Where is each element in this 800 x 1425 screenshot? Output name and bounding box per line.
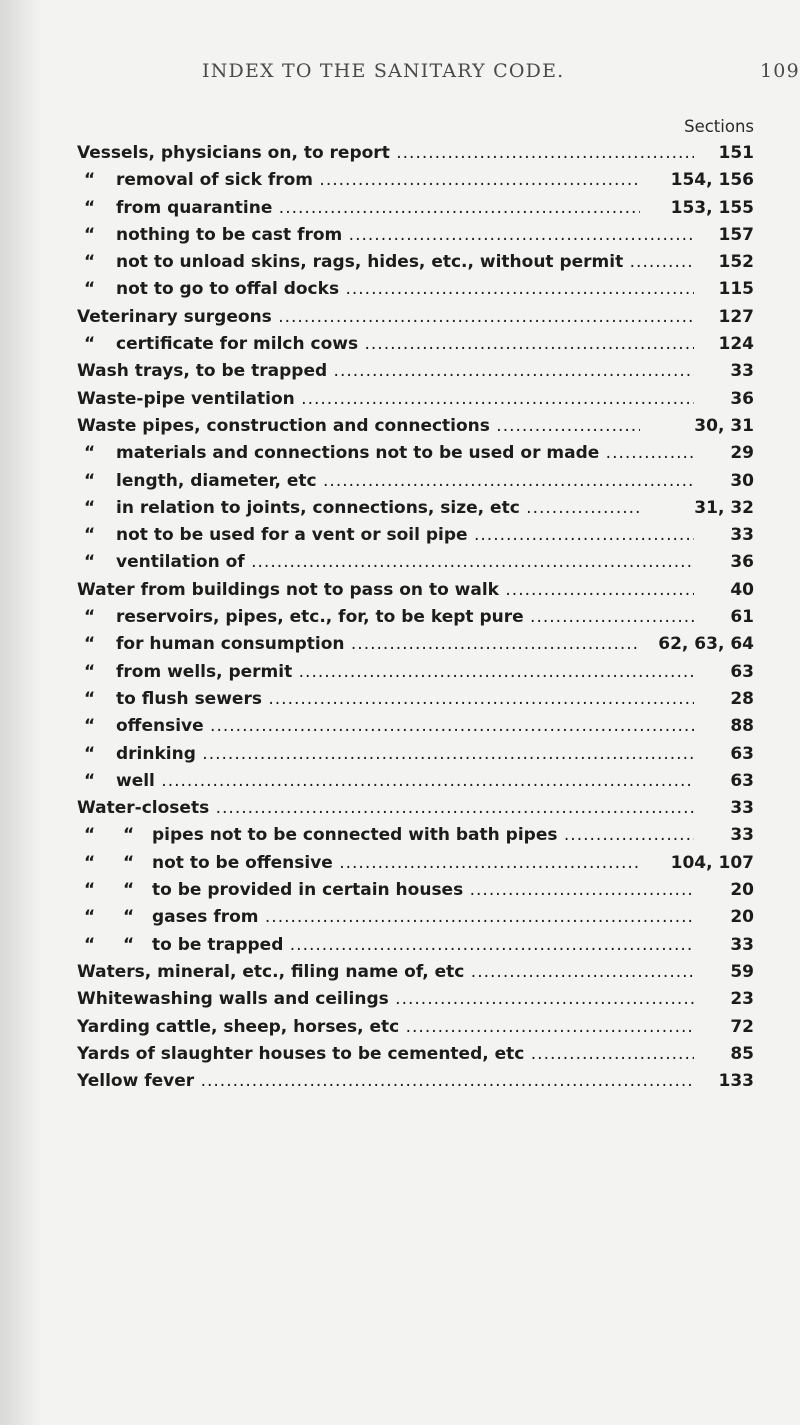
index-entry	[0, 440, 800, 467]
entry-text: reservoirs, pipes, etc., for, to be kept pure .....	[116, 604, 734, 631]
ditto-mark: “	[84, 334, 96, 355]
ditto-mark: “	[84, 470, 96, 491]
entry-text: Yards of slaughter houses to be cemented, etc .....	[77, 1041, 734, 1068]
entry-text: for human consumption .....	[116, 631, 734, 658]
ditto-mark: “	[84, 825, 96, 846]
section-reference: 88	[694, 713, 754, 740]
ditto-mark: “	[84, 880, 96, 901]
index-entry	[0, 140, 800, 167]
section-reference: 20	[694, 904, 754, 931]
entry-text: Vessels, physicians on, to report .....	[77, 140, 734, 167]
entry-text: Waters, mineral, etc., filing name of, etc .....	[77, 959, 734, 986]
entry-text: not to unload skins, rags, hides, etc., without permit .....	[116, 249, 734, 276]
section-reference: 28	[694, 686, 754, 713]
ditto-mark: “	[84, 607, 96, 628]
entry-text: ventilation of .....	[116, 549, 734, 576]
section-reference: 115	[694, 276, 754, 303]
entry-text: not to be offensive .....	[152, 850, 734, 877]
index-entry	[0, 713, 800, 740]
entry-text: Yellow fever .....	[77, 1068, 734, 1095]
entry-text: to flush sewers .....	[116, 686, 734, 713]
section-reference: 29	[694, 440, 754, 467]
entry-text: from wells, permit .....	[116, 659, 734, 686]
index-entry	[0, 522, 800, 549]
section-reference: 30	[694, 468, 754, 495]
index-entry	[0, 276, 800, 303]
section-reference: 127	[694, 304, 754, 331]
ditto-mark: “	[123, 825, 135, 846]
index-entry	[0, 249, 800, 276]
index-entry	[0, 822, 800, 849]
entry-text: Waste pipes, construction and connections .....	[77, 413, 734, 440]
index-entry	[0, 358, 800, 385]
ditto-mark: “	[84, 661, 96, 682]
section-reference: 104, 107	[640, 850, 754, 877]
entry-text: Yarding cattle, sheep, horses, etc .....	[77, 1014, 734, 1041]
entry-text: from quarantine .....	[116, 195, 734, 222]
index-entry	[0, 631, 800, 658]
ditto-mark: “	[84, 770, 96, 791]
entry-text: Whitewashing walls and ceilings .....	[77, 986, 734, 1013]
ditto-mark: “	[123, 852, 135, 873]
entry-text: drinking .....	[116, 741, 734, 768]
section-reference: 63	[694, 768, 754, 795]
index-entry	[0, 413, 800, 440]
entry-text: offensive .....	[116, 713, 734, 740]
ditto-mark: “	[84, 934, 96, 955]
ditto-mark: “	[84, 497, 96, 518]
index-entry	[0, 659, 800, 686]
section-reference: 124	[694, 331, 754, 358]
section-reference: 63	[694, 741, 754, 768]
section-reference: 63	[694, 659, 754, 686]
section-reference: 33	[694, 932, 754, 959]
running-title: INDEX TO THE SANITARY CODE.	[202, 60, 565, 82]
index-entry	[0, 1014, 800, 1041]
ditto-mark: “	[84, 907, 96, 928]
ditto-mark: “	[84, 443, 96, 464]
section-reference: 33	[694, 795, 754, 822]
section-reference: 30, 31	[640, 413, 754, 440]
section-reference: 62, 63, 64	[640, 631, 754, 658]
entry-text: well .....	[116, 768, 734, 795]
index-entry	[0, 304, 800, 331]
sections-column-label: Sections	[684, 117, 754, 136]
section-reference: 72	[694, 1014, 754, 1041]
section-reference: 152	[694, 249, 754, 276]
index-entry	[0, 986, 800, 1013]
section-reference: 33	[694, 822, 754, 849]
index-entry	[0, 1041, 800, 1068]
index-entry	[0, 768, 800, 795]
ditto-mark: “	[84, 252, 96, 273]
ditto-mark: “	[123, 907, 135, 928]
ditto-mark: “	[84, 552, 96, 573]
index-entry	[0, 904, 800, 931]
index-entry	[0, 877, 800, 904]
ditto-mark: “	[123, 934, 135, 955]
entry-text: to be trapped .....	[152, 932, 734, 959]
ditto-mark: “	[84, 170, 96, 191]
section-reference: 36	[694, 386, 754, 413]
section-reference: 20	[694, 877, 754, 904]
index-entry	[0, 1068, 800, 1095]
ditto-mark: “	[84, 716, 96, 737]
entry-text: to be provided in certain houses .....	[152, 877, 734, 904]
section-reference: 36	[694, 549, 754, 576]
section-reference: 153, 155	[640, 195, 754, 222]
index-entry	[0, 331, 800, 358]
entry-text: not to be used for a vent or soil pipe .....	[116, 522, 734, 549]
index-entry	[0, 850, 800, 877]
index-entry	[0, 195, 800, 222]
running-head	[202, 60, 800, 82]
index-entry	[0, 495, 800, 522]
ditto-mark: “	[84, 197, 96, 218]
section-reference: 33	[694, 522, 754, 549]
entry-text: pipes not to be connected with bath pipes .....	[152, 822, 734, 849]
section-reference: 133	[694, 1068, 754, 1095]
entry-text: Water-closets .....	[77, 795, 734, 822]
index-entry	[0, 386, 800, 413]
section-reference: 151	[694, 140, 754, 167]
index-entry	[0, 959, 800, 986]
entry-text: length, diameter, etc .....	[116, 468, 734, 495]
section-reference: 31, 32	[640, 495, 754, 522]
index-entry	[0, 167, 800, 194]
ditto-mark: “	[84, 852, 96, 873]
index-entry	[0, 468, 800, 495]
entry-text: Veterinary surgeons .....	[77, 304, 734, 331]
entry-text: gases from .....	[152, 904, 734, 931]
section-reference: 154, 156	[640, 167, 754, 194]
entry-text: Wash trays, to be trapped .....	[77, 358, 734, 385]
ditto-mark: “	[84, 279, 96, 300]
index-entry	[0, 604, 800, 631]
entry-text: not to go to offal docks .....	[116, 276, 734, 303]
entry-text: in relation to joints, connections, size, etc .....	[116, 495, 734, 522]
index-entry	[0, 741, 800, 768]
ditto-mark: “	[123, 880, 135, 901]
ditto-mark: “	[84, 525, 96, 546]
entry-text: materials and connections not to be used or made .....	[116, 440, 734, 467]
index-entries	[0, 140, 800, 1095]
index-entry	[0, 795, 800, 822]
entry-text: Waste-pipe ventilation .....	[77, 386, 734, 413]
section-reference: 85	[694, 1041, 754, 1068]
ditto-mark: “	[84, 688, 96, 709]
ditto-mark: “	[84, 743, 96, 764]
section-reference: 40	[694, 577, 754, 604]
section-reference: 23	[694, 986, 754, 1013]
section-reference: 61	[694, 604, 754, 631]
ditto-mark: “	[84, 634, 96, 655]
ditto-mark: “	[84, 224, 96, 245]
index-entry	[0, 577, 800, 604]
index-entry	[0, 222, 800, 249]
entry-text: nothing to be cast from .....	[116, 222, 734, 249]
entry-text: removal of sick from .....	[116, 167, 734, 194]
index-entry	[0, 549, 800, 576]
index-entry	[0, 932, 800, 959]
section-reference: 59	[694, 959, 754, 986]
entry-text: Water from buildings not to pass on to walk .....	[77, 577, 734, 604]
entry-text: certificate for milch cows .....	[116, 331, 734, 358]
index-entry	[0, 686, 800, 713]
section-reference: 33	[694, 358, 754, 385]
section-reference: 157	[694, 222, 754, 249]
page-number: 109	[760, 60, 800, 82]
